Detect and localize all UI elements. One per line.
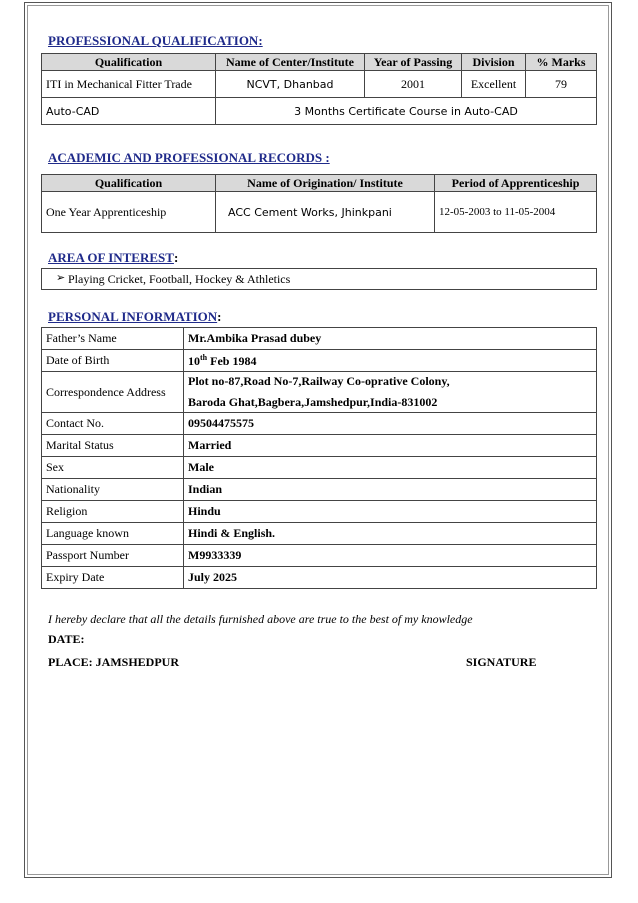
table-header-row bbox=[42, 54, 597, 71]
fathers-name-value: Mr.Ambika Prasad dubey bbox=[184, 328, 597, 350]
col-header: Year of Passing bbox=[365, 54, 462, 71]
table-row bbox=[42, 413, 597, 435]
table-row bbox=[42, 435, 597, 457]
nationality-value: Indian bbox=[184, 479, 597, 501]
heading-personal-information: PERSONAL INFORMATION: bbox=[48, 309, 222, 324]
table-row bbox=[42, 98, 597, 125]
col-header: Qualification bbox=[42, 175, 216, 192]
table-row bbox=[42, 567, 597, 589]
table-cell: 2001 bbox=[365, 71, 462, 98]
language-label: Language known bbox=[42, 523, 184, 545]
heading-academic-records: ACADEMIC AND PROFESSIONAL RECORDS : bbox=[48, 150, 330, 165]
table-cell: Excellent bbox=[462, 71, 526, 98]
marital-value: Married bbox=[184, 435, 597, 457]
table-row bbox=[42, 523, 597, 545]
col-header: Name of Origination/ Institute bbox=[216, 175, 435, 192]
signature-label: SIGNATURE bbox=[466, 655, 537, 669]
table-cell: ACC Cement Works, Jhinkpani bbox=[216, 192, 435, 233]
table-row bbox=[42, 501, 597, 523]
passport-value: M9933339 bbox=[184, 545, 597, 567]
table-row bbox=[42, 457, 597, 479]
address-value: Plot no-87,Road No-7,Railway Co-oprative Colony, Baroda Ghat,Bagbera,Jamshedpur,India-831002 bbox=[184, 372, 597, 413]
contact-value: 09504475575 bbox=[184, 413, 597, 435]
table-cell: 3 Months Certificate Course in Auto-CAD bbox=[216, 98, 597, 125]
table-cell: One Year Apprenticeship bbox=[42, 192, 216, 233]
passport-label: Passport Number bbox=[42, 545, 184, 567]
table-row bbox=[42, 350, 597, 372]
interest-table bbox=[41, 268, 597, 290]
sex-value: Male bbox=[184, 457, 597, 479]
table-cell: 79 bbox=[526, 71, 597, 98]
expiry-value: July 2025 bbox=[184, 567, 597, 589]
contact-label: Contact No. bbox=[42, 413, 184, 435]
place-label: PLACE: JAMSHEDPUR bbox=[48, 655, 179, 669]
table-row bbox=[42, 545, 597, 567]
expiry-label: Expiry Date bbox=[42, 567, 184, 589]
col-header: % Marks bbox=[526, 54, 597, 71]
date-label: DATE: bbox=[48, 632, 85, 646]
table-row bbox=[42, 192, 597, 233]
address-label: Correspondence Address bbox=[42, 372, 184, 413]
table-row bbox=[42, 269, 597, 290]
table-cell: 12-05-2003 to 11-05-2004 bbox=[435, 192, 597, 233]
table-row bbox=[42, 328, 597, 350]
table-header-row bbox=[42, 175, 597, 192]
col-header: Division bbox=[462, 54, 526, 71]
dob-label: Date of Birth bbox=[42, 350, 184, 372]
professional-qualification-table bbox=[41, 53, 597, 125]
arrow-bullet-icon: ➢ bbox=[56, 272, 66, 284]
sex-label: Sex bbox=[42, 457, 184, 479]
table-cell: ITI in Mechanical Fitter Trade bbox=[42, 71, 216, 98]
academic-records-table bbox=[41, 174, 597, 233]
nationality-label: Nationality bbox=[42, 479, 184, 501]
table-cell: Auto-CAD bbox=[42, 98, 216, 125]
col-header: Name of Center/Institute bbox=[216, 54, 365, 71]
dob-value: 10th Feb 1984 bbox=[184, 350, 597, 372]
marital-label: Marital Status bbox=[42, 435, 184, 457]
religion-label: Religion bbox=[42, 501, 184, 523]
heading-area-of-interest: AREA OF INTEREST: bbox=[48, 250, 179, 265]
religion-value: Hindu bbox=[184, 501, 597, 523]
table-row bbox=[42, 372, 597, 413]
language-value: Hindi & English. bbox=[184, 523, 597, 545]
table-row bbox=[42, 71, 597, 98]
col-header: Period of Apprenticeship bbox=[435, 175, 597, 192]
personal-info-table bbox=[41, 327, 597, 589]
interest-item: Playing Cricket, Football, Hockey & Athletics bbox=[42, 269, 597, 290]
declaration-text: I hereby declare that all the details furnished above are true to the best of my knowledge bbox=[48, 612, 473, 626]
col-header: Qualification bbox=[42, 54, 216, 71]
table-row bbox=[42, 479, 597, 501]
heading-professional-qualification: PROFESSIONAL QUALIFICATION: bbox=[48, 33, 263, 48]
table-cell: NCVT, Dhanbad bbox=[216, 71, 365, 98]
fathers-name-label: Father’s Name bbox=[42, 328, 184, 350]
